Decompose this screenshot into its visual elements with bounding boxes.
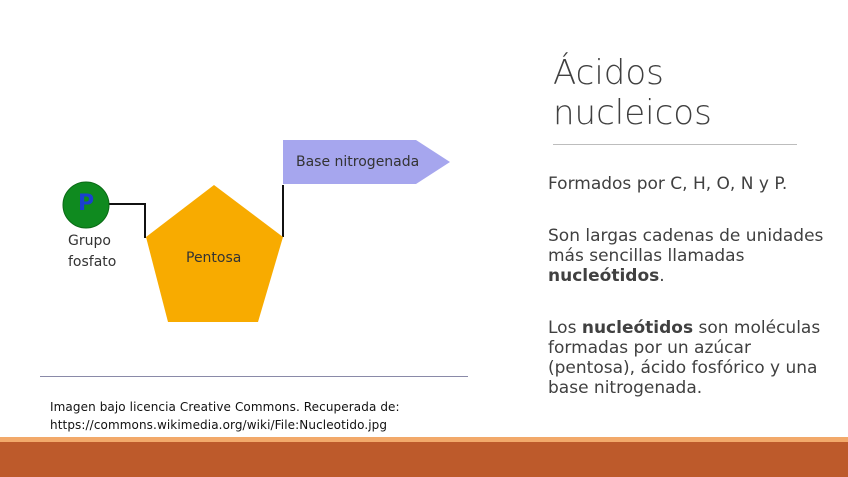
p1-text: Formados por C, H, O, N y P. <box>548 174 788 194</box>
slide-title <box>553 53 712 133</box>
pentose-label: Pentosa <box>186 250 242 266</box>
p3-text-start: Los <box>548 318 582 338</box>
body-paragraph-1 <box>548 174 833 194</box>
image-divider <box>40 376 468 377</box>
p3-text-end: son moléculas formadas por un azúcar (pentosa), ácido fosfórico y una base nitrogenada. <box>548 318 821 398</box>
title-line-2: nucleicos <box>553 93 712 133</box>
credit-line-2: https://commons.wikimedia.org/wiki/File:Nucleotido.jpg <box>50 418 388 432</box>
image-credit <box>50 398 400 434</box>
p2-text-end: . <box>659 266 665 286</box>
credit-line-1: Imagen bajo licencia Creative Commons. Recuperada de: <box>50 400 400 414</box>
p2-bold-term: nucleótidos <box>548 266 660 286</box>
base-label: Base nitrogenada <box>296 154 420 170</box>
footer-band <box>0 442 848 477</box>
body-paragraph-3 <box>548 318 833 398</box>
phosphate-label-line2: fosfato <box>68 254 117 270</box>
title-line-1: Ácidos <box>553 53 664 93</box>
phosphate-label-line1: Grupo <box>68 233 111 249</box>
body-paragraph-2 <box>548 226 833 286</box>
phosphate-bond-line <box>108 204 145 238</box>
p3-bold-term: nucleótidos <box>581 318 694 338</box>
phosphate-symbol: P <box>78 191 95 216</box>
nucleotide-diagram <box>0 0 480 340</box>
p2-text-start: Son largas cadenas de unidades más sencillas llamadas <box>548 226 824 266</box>
title-underline <box>553 144 797 145</box>
